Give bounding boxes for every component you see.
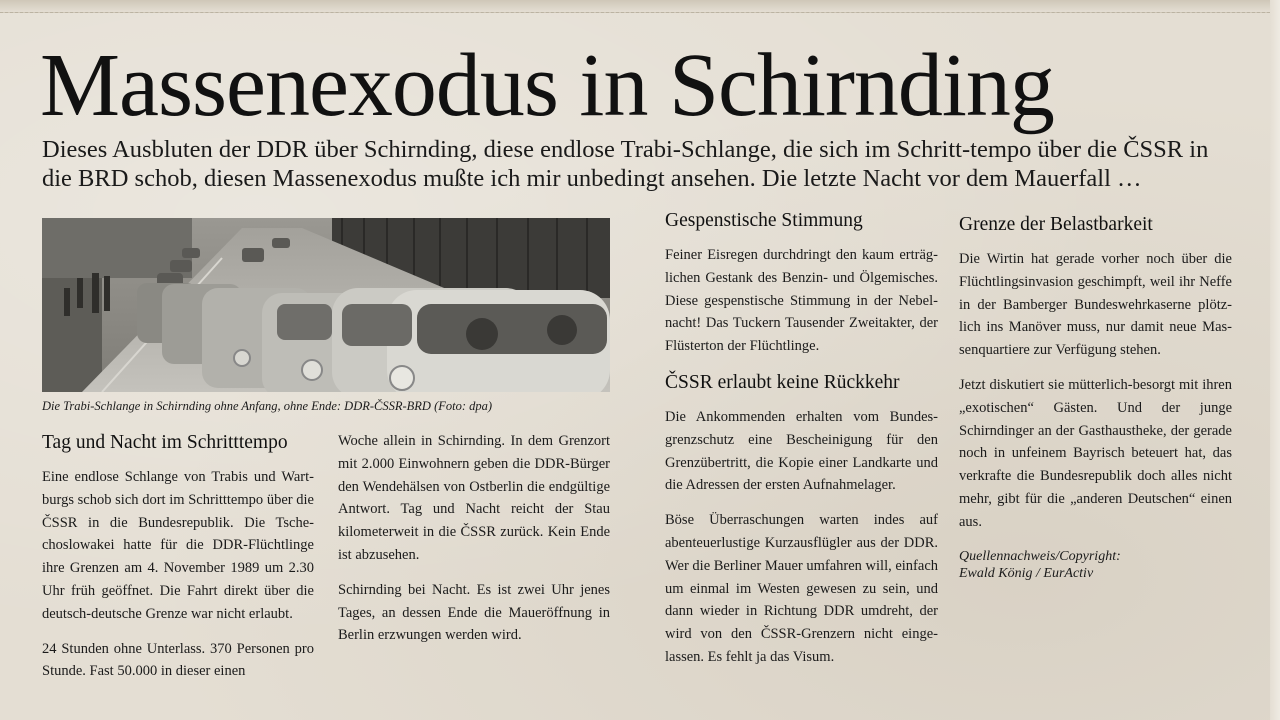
section-heading-cssr: ČSSR erlaubt keine Rückkehr: [665, 371, 900, 393]
news-photo: [42, 218, 610, 392]
section-heading-gespenstisch: Gespenstische Stimmung: [665, 210, 863, 231]
trabi-queue-photo: [42, 218, 610, 392]
paper-edge-right: [1270, 0, 1280, 720]
paragraph: Jetzt diskutiert sie mütterlich-besorgt mit ihren „exotischen“ Gästen. Und der junge Schirndinger an der Gasthaustheke, der gerade noch in unfeinem Bayrisch beteuert hat, das verkrafte die Bundesrepublik doch alles nicht mehr, gibt für die „anderen Deutschen“ einen aus.: [959, 376, 1232, 530]
paragraph: Woche allein in Schirnding. In dem Grenzort mit 2.000 Einwohnern geben die DDR-Bürger den Wendehälsen von Ostberlin die endgültige Antwort. Tag und Nacht reicht der Stau kilometerweit in die ČSSR zurück. Kein Ende ist abzusehen.: [338, 433, 610, 563]
headline: Massenexodus in Schirnding: [40, 36, 1054, 135]
paragraph: Schirnding bei Nacht. Es ist zwei Uhr jenes Tages, an dessen Ende die Maueröffnung in Berlin erzwungen werden wird.: [338, 581, 610, 644]
photo-caption: Die Trabi-Schlange in Schirnding ohne Anfang, ohne Ende: DDR-ČSSR-BRD (Foto: dpa): [42, 399, 493, 413]
paragraph: Böse Überraschungen warten indes auf abenteuerlustige Kurzausflügler aus der DDR. Wer die Berliner Mauer umfahren will, einfach um einmal im Westen gewesen zu sein, und dann wieder in Richtung DDR umdreht, der wird von den ČSSR-Grenzern nicht eingelassen. Es fehlt ja das Visum.: [665, 512, 939, 665]
section-heading-grenze: Grenze der Belastbarkeit: [959, 214, 1153, 235]
section-heading-tag-und-nacht: Tag und Nacht im Schritttempo: [42, 432, 288, 453]
paragraph: Eine endlose Schlange von Trabis und Wartburgs schob sich dort im Schritttempo über die ČSSR in die Bundesrepublik. Die Tschechoslowakei hatte für die DDR-Flüchtlinge ihre Grenzen am 4. November 1989 um 2.30 Uhr früh geöffnet. Die Fahrt direkt über die deutsch-deutsche Grenze war nicht erlaubt.: [42, 469, 314, 622]
paragraph: Feiner Eisregen durchdringt den kaum erträglichen Gestank des Benzin- und Ölgemisches. Diese gespenstische Stimmung in der Nebelnacht! Das Tuckern Tausender Zweitakter, der Flüsterton der Flüchtlinge.: [665, 247, 938, 355]
column-4: [959, 214, 1232, 582]
dek-intro: Dieses Ausbluten der DDR über Schirnding, diese endlose Trabi-Schlange, die sich im Schritt-tempo über die ČSSR in die BRD schob, diesen Massenexodus mußte ich mir unbedingt ansehen. Die letzte Nacht vor dem Mauerfall …: [42, 136, 1209, 192]
column-1: [42, 432, 314, 695]
credit-author: Ewald König / EurActiv: [959, 565, 1094, 581]
paragraph: Die Ankommenden erhalten vom Bundesgrenzschutz eine Bescheinigung für den Grenzübertritt, die Kopie einer Landkarte und die Adressen der ersten Aufnahmelager.: [665, 408, 938, 494]
paragraph: 24 Stunden ohne Unterlass. 370 Personen pro Stunde. Fast 50.000 in dieser einen: [42, 640, 314, 680]
paragraph: Die Wirtin hat gerade vorher noch über die Flüchtlingsinvasion geschimpft, weil ihr Neffe in der Bamberger Bundeswehrkaserne plötzlich ins Manöver muss, nur damit neue Massenquartiere zur Verfügung stehen.: [959, 251, 1232, 359]
credit-label: Quellennachweis/Copyright:: [959, 548, 1121, 564]
paper-edge-top: [0, 0, 1280, 13]
copyright-credit: [959, 548, 1232, 582]
column-2: [338, 430, 610, 659]
column-3: [665, 210, 938, 681]
